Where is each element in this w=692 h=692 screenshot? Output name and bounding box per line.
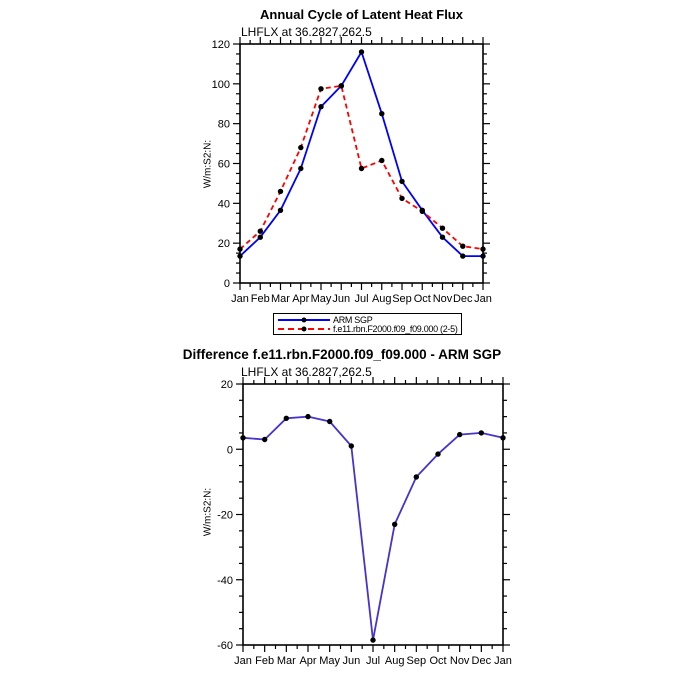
chart2-subtitle: LHFLX at 36.2827,262.5 <box>241 365 372 379</box>
data-point <box>435 451 440 456</box>
x-tick-label: Oct <box>413 293 431 305</box>
legend-label-arm-sgp: ARM SGP <box>333 314 373 325</box>
y-tick-label: -20 <box>217 509 233 522</box>
x-tick-label: Jun <box>332 293 351 305</box>
x-tick-label: Sep <box>392 293 412 305</box>
y-tick-label: 20 <box>217 238 230 251</box>
y-tick-label: -60 <box>217 640 233 652</box>
axis-ticks <box>236 377 510 652</box>
x-tick-label: Apr <box>292 293 310 305</box>
chart2-y-axis-label: W/m:S2:N: <box>202 487 214 537</box>
data-point <box>327 419 332 424</box>
x-tick-label: Jan <box>494 655 512 667</box>
x-tick-label: Jan <box>474 293 492 305</box>
x-tick-label: Apr <box>299 655 317 667</box>
x-tick-label: Feb <box>255 655 275 667</box>
x-tick-label: Jan <box>234 655 252 667</box>
y-tick-label: 120 <box>211 39 230 51</box>
y-axis-tick-labels <box>217 379 233 652</box>
x-tick-label: Mar <box>276 655 296 667</box>
x-tick-label: Nov <box>432 293 453 305</box>
x-tick-label: Aug <box>384 655 405 667</box>
x-axis-tick-labels <box>234 655 512 667</box>
x-tick-label: Mar <box>271 293 290 305</box>
x-tick-label: Jul <box>365 655 381 667</box>
y-tick-label: 0 <box>226 444 233 457</box>
data-point <box>370 637 375 642</box>
y-tick-label: 0 <box>223 278 230 290</box>
x-tick-label: Jun <box>342 655 361 667</box>
y-tick-label: 80 <box>217 118 230 131</box>
x-tick-label: May <box>310 293 332 305</box>
chart2-title: Difference f.e11.rbn.F2000.f09_f09.000 - ARM SGP <box>182 347 502 362</box>
x-tick-label: Nov <box>449 655 470 667</box>
x-tick-label: Feb <box>250 293 270 305</box>
x-tick-label: Dec <box>471 655 492 667</box>
x-tick-label: Jul <box>354 293 369 305</box>
data-point <box>392 522 397 527</box>
data-point <box>414 474 419 479</box>
data-point <box>240 435 245 440</box>
data-point <box>500 435 505 440</box>
y-tick-label: 40 <box>217 198 230 211</box>
y-tick-label: 60 <box>217 158 230 171</box>
data-point <box>349 443 354 448</box>
x-tick-label: May <box>319 655 341 667</box>
legend-label-model-run: f.e11.rbn.F2000.f09_f09.000 (2-5) <box>333 323 458 334</box>
data-point <box>457 432 462 437</box>
y-tick-label: 100 <box>211 78 230 91</box>
x-tick-label: Jan <box>231 293 249 305</box>
data-point <box>262 437 267 442</box>
data-point <box>479 430 484 435</box>
y-tick-label: -40 <box>217 574 233 587</box>
x-tick-label: Sep <box>406 655 427 667</box>
chart1-subtitle: LHFLX at 36.2827,262.5 <box>241 25 372 39</box>
data-point <box>305 414 310 419</box>
data-point <box>284 416 289 421</box>
x-tick-label: Dec <box>452 293 473 305</box>
data-point-markers <box>240 414 505 643</box>
chart1-y-axis-label: W/m:S2:N: <box>202 139 214 189</box>
series-line-0 <box>243 417 503 640</box>
chart1-title: Annual Cycle of Latent Heat Flux <box>260 7 463 22</box>
x-tick-label: Aug <box>371 293 392 305</box>
y-tick-label: 20 <box>220 379 233 391</box>
x-tick-label: Oct <box>429 655 447 667</box>
